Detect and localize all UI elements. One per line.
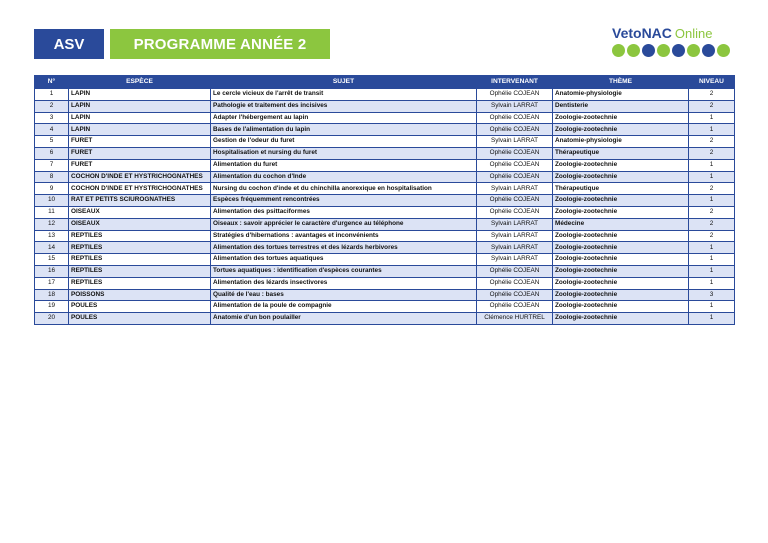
cell-espece: COCHON D'INDE ET HYSTRICHOGNATHES xyxy=(69,183,211,195)
cell-numero: 13 xyxy=(35,230,69,242)
cell-numero: 18 xyxy=(35,289,69,301)
cell-sujet: Tortues aquatiques : identification d'espèces courantes xyxy=(211,265,477,277)
logo-online-text: Online xyxy=(674,26,713,41)
cell-theme: Anatomie-physiologie xyxy=(553,136,689,148)
cell-numero: 5 xyxy=(35,136,69,148)
cell-sujet: Stratégies d'hibernations : avantages et inconvénients xyxy=(211,230,477,242)
cell-numero: 20 xyxy=(35,313,69,325)
cell-theme: Zoologie-zootechnie xyxy=(553,289,689,301)
bird-icon xyxy=(627,44,640,57)
cell-intervenant: Sylvain LARRAT xyxy=(477,218,553,230)
cell-sujet: Alimentation des tortues terrestres et des lézards herbivores xyxy=(211,242,477,254)
cell-theme: Zoologie-zootechnie xyxy=(553,230,689,242)
cell-sujet: Pathologie et traitement des incisives xyxy=(211,100,477,112)
table-row xyxy=(35,265,735,277)
col-header-theme: THÈME xyxy=(553,76,689,89)
cell-theme: Zoologie-zootechnie xyxy=(553,277,689,289)
cell-numero: 2 xyxy=(35,100,69,112)
table-row xyxy=(35,206,735,218)
col-header-numero: N° xyxy=(35,76,69,89)
cell-intervenant: Sylvain LARRAT xyxy=(477,254,553,266)
cell-espece: POISSONS xyxy=(69,289,211,301)
table-row xyxy=(35,171,735,183)
cell-theme: Zoologie-zootechnie xyxy=(553,195,689,207)
cell-theme: Zoologie-zootechnie xyxy=(553,254,689,266)
cell-sujet: Anatomie d'un bon poulailler xyxy=(211,313,477,325)
cell-sujet: Alimentation de la poule de compagnie xyxy=(211,301,477,313)
cell-theme: Dentisterie xyxy=(553,100,689,112)
cell-espece: LAPIN xyxy=(69,124,211,136)
programme-table xyxy=(34,75,735,325)
cell-espece: FURET xyxy=(69,147,211,159)
cell-theme: Zoologie-zootechnie xyxy=(553,124,689,136)
cell-niveau: 1 xyxy=(689,171,735,183)
cell-numero: 7 xyxy=(35,159,69,171)
cell-numero: 11 xyxy=(35,206,69,218)
cell-sujet: Hospitalisation et nursing du furet xyxy=(211,147,477,159)
lizard-icon xyxy=(612,44,625,57)
table-row xyxy=(35,89,735,101)
ferret-icon xyxy=(672,44,685,57)
cell-niveau: 2 xyxy=(689,89,735,101)
cell-numero: 10 xyxy=(35,195,69,207)
cell-numero: 6 xyxy=(35,147,69,159)
cell-theme: Zoologie-zootechnie xyxy=(553,301,689,313)
cell-sujet: Alimentation du furet xyxy=(211,159,477,171)
cell-espece: LAPIN xyxy=(69,89,211,101)
cell-niveau: 2 xyxy=(689,100,735,112)
cell-theme: Médecine xyxy=(553,218,689,230)
cell-espece: LAPIN xyxy=(69,100,211,112)
col-header-intervenant: INTERVENANT xyxy=(477,76,553,89)
table-row xyxy=(35,289,735,301)
cell-theme: Zoologie-zootechnie xyxy=(553,265,689,277)
asv-label: ASV xyxy=(34,29,104,59)
table-row xyxy=(35,195,735,207)
cell-intervenant: Ophélie COJEAN xyxy=(477,265,553,277)
table-row xyxy=(35,254,735,266)
turtle-icon xyxy=(687,44,700,57)
cell-niveau: 1 xyxy=(689,301,735,313)
cell-numero: 14 xyxy=(35,242,69,254)
rabbit-icon xyxy=(642,44,655,57)
cell-numero: 15 xyxy=(35,254,69,266)
table-row xyxy=(35,301,735,313)
cell-espece: RAT ET PETITS SCIUROGNATHES xyxy=(69,195,211,207)
cell-niveau: 1 xyxy=(689,124,735,136)
cell-niveau: 2 xyxy=(689,230,735,242)
cell-numero: 8 xyxy=(35,171,69,183)
cell-espece: LAPIN xyxy=(69,112,211,124)
cell-numero: 12 xyxy=(35,218,69,230)
cell-intervenant: Sylvain LARRAT xyxy=(477,100,553,112)
cell-niveau: 2 xyxy=(689,183,735,195)
cell-intervenant: Sylvain LARRAT xyxy=(477,183,553,195)
cell-espece: REPTILES xyxy=(69,254,211,266)
cell-intervenant: Ophélie COJEAN xyxy=(477,277,553,289)
programme-title: PROGRAMME ANNÉE 2 xyxy=(110,29,330,59)
table-row xyxy=(35,124,735,136)
cell-intervenant: Ophélie COJEAN xyxy=(477,159,553,171)
cell-sujet: Alimentation des psittaciformes xyxy=(211,206,477,218)
logo-animal-icons xyxy=(612,44,738,57)
cell-niveau: 1 xyxy=(689,242,735,254)
cell-sujet: Le cercle vicieux de l'arrêt de transit xyxy=(211,89,477,101)
cell-sujet: Nursing du cochon d'inde et du chinchilla anorexique en hospitalisation xyxy=(211,183,477,195)
cell-numero: 3 xyxy=(35,112,69,124)
cell-espece: REPTILES xyxy=(69,230,211,242)
cell-espece: REPTILES xyxy=(69,277,211,289)
cell-espece: FURET xyxy=(69,159,211,171)
cell-espece: POULES xyxy=(69,301,211,313)
table-row xyxy=(35,277,735,289)
cell-theme: Zoologie-zootechnie xyxy=(553,242,689,254)
cell-intervenant: Ophélie COJEAN xyxy=(477,124,553,136)
cell-espece: POULES xyxy=(69,313,211,325)
cell-niveau: 3 xyxy=(689,289,735,301)
cell-theme: Thérapeutique xyxy=(553,183,689,195)
cell-niveau: 1 xyxy=(689,254,735,266)
table-row xyxy=(35,242,735,254)
cell-intervenant: Ophélie COJEAN xyxy=(477,289,553,301)
cell-numero: 1 xyxy=(35,89,69,101)
cell-espece: OISEAUX xyxy=(69,206,211,218)
cell-numero: 19 xyxy=(35,301,69,313)
cell-niveau: 1 xyxy=(689,159,735,171)
hen-icon xyxy=(717,44,730,57)
logo-brand-text: VetoNAC xyxy=(612,25,672,41)
cell-espece: COCHON D'INDE ET HYSTRICHOGNATHES xyxy=(69,171,211,183)
cell-intervenant: Sylvain LARRAT xyxy=(477,136,553,148)
cell-sujet: Alimentation des tortues aquatiques xyxy=(211,254,477,266)
cell-theme: Zoologie-zootechnie xyxy=(553,159,689,171)
cell-niveau: 1 xyxy=(689,265,735,277)
cell-niveau: 1 xyxy=(689,313,735,325)
cell-niveau: 2 xyxy=(689,218,735,230)
table-row xyxy=(35,313,735,325)
table-row xyxy=(35,230,735,242)
cell-sujet: Adapter l'hébergement au lapin xyxy=(211,112,477,124)
cell-intervenant: Ophélie COJEAN xyxy=(477,301,553,313)
cell-theme: Zoologie-zootechnie xyxy=(553,112,689,124)
cell-niveau: 2 xyxy=(689,136,735,148)
table-row xyxy=(35,100,735,112)
table-header-row xyxy=(35,76,735,89)
table-row xyxy=(35,159,735,171)
table-row xyxy=(35,218,735,230)
cell-numero: 9 xyxy=(35,183,69,195)
cell-niveau: 1 xyxy=(689,195,735,207)
cell-intervenant: Ophélie COJEAN xyxy=(477,171,553,183)
rodent-icon xyxy=(702,44,715,57)
cell-theme: Anatomie-physiologie xyxy=(553,89,689,101)
table-row xyxy=(35,147,735,159)
cell-sujet: Bases de l'alimentation du lapin xyxy=(211,124,477,136)
cell-espece: REPTILES xyxy=(69,265,211,277)
cell-intervenant: Ophélie COJEAN xyxy=(477,89,553,101)
cell-theme: Zoologie-zootechnie xyxy=(553,171,689,183)
cell-intervenant: Ophélie COJEAN xyxy=(477,195,553,207)
table-row xyxy=(35,183,735,195)
cell-intervenant: Clémence HURTREL xyxy=(477,313,553,325)
cell-espece: REPTILES xyxy=(69,242,211,254)
cell-sujet: Gestion de l'odeur du furet xyxy=(211,136,477,148)
table-row xyxy=(35,112,735,124)
cell-niveau: 1 xyxy=(689,112,735,124)
table-row xyxy=(35,136,735,148)
col-header-espece: ESPÈCE xyxy=(69,76,211,89)
cell-sujet: Qualité de l'eau : bases xyxy=(211,289,477,301)
cell-numero: 17 xyxy=(35,277,69,289)
cell-intervenant: Ophélie COJEAN xyxy=(477,206,553,218)
cell-intervenant: Sylvain LARRAT xyxy=(477,230,553,242)
cell-sujet: Alimentation du cochon d'Inde xyxy=(211,171,477,183)
cell-intervenant: Ophélie COJEAN xyxy=(477,112,553,124)
col-header-sujet: SUJET xyxy=(211,76,477,89)
cell-espece: FURET xyxy=(69,136,211,148)
vetonac-logo xyxy=(612,25,738,61)
cell-intervenant: Ophélie COJEAN xyxy=(477,147,553,159)
cell-sujet: Espèces fréquemment rencontrées xyxy=(211,195,477,207)
cell-theme: Zoologie-zootechnie xyxy=(553,313,689,325)
cell-sujet: Alimentation des lézards insectivores xyxy=(211,277,477,289)
fish-icon xyxy=(657,44,670,57)
cell-intervenant: Sylvain LARRAT xyxy=(477,242,553,254)
cell-niveau: 1 xyxy=(689,277,735,289)
cell-numero: 4 xyxy=(35,124,69,136)
cell-theme: Thérapeutique xyxy=(553,147,689,159)
cell-numero: 16 xyxy=(35,265,69,277)
col-header-niveau: NIVEAU xyxy=(689,76,735,89)
cell-niveau: 2 xyxy=(689,147,735,159)
cell-sujet: Oiseaux : savoir apprécier le caractère d'urgence au téléphone xyxy=(211,218,477,230)
cell-theme: Zoologie-zootechnie xyxy=(553,206,689,218)
cell-espece: OISEAUX xyxy=(69,218,211,230)
cell-niveau: 2 xyxy=(689,206,735,218)
